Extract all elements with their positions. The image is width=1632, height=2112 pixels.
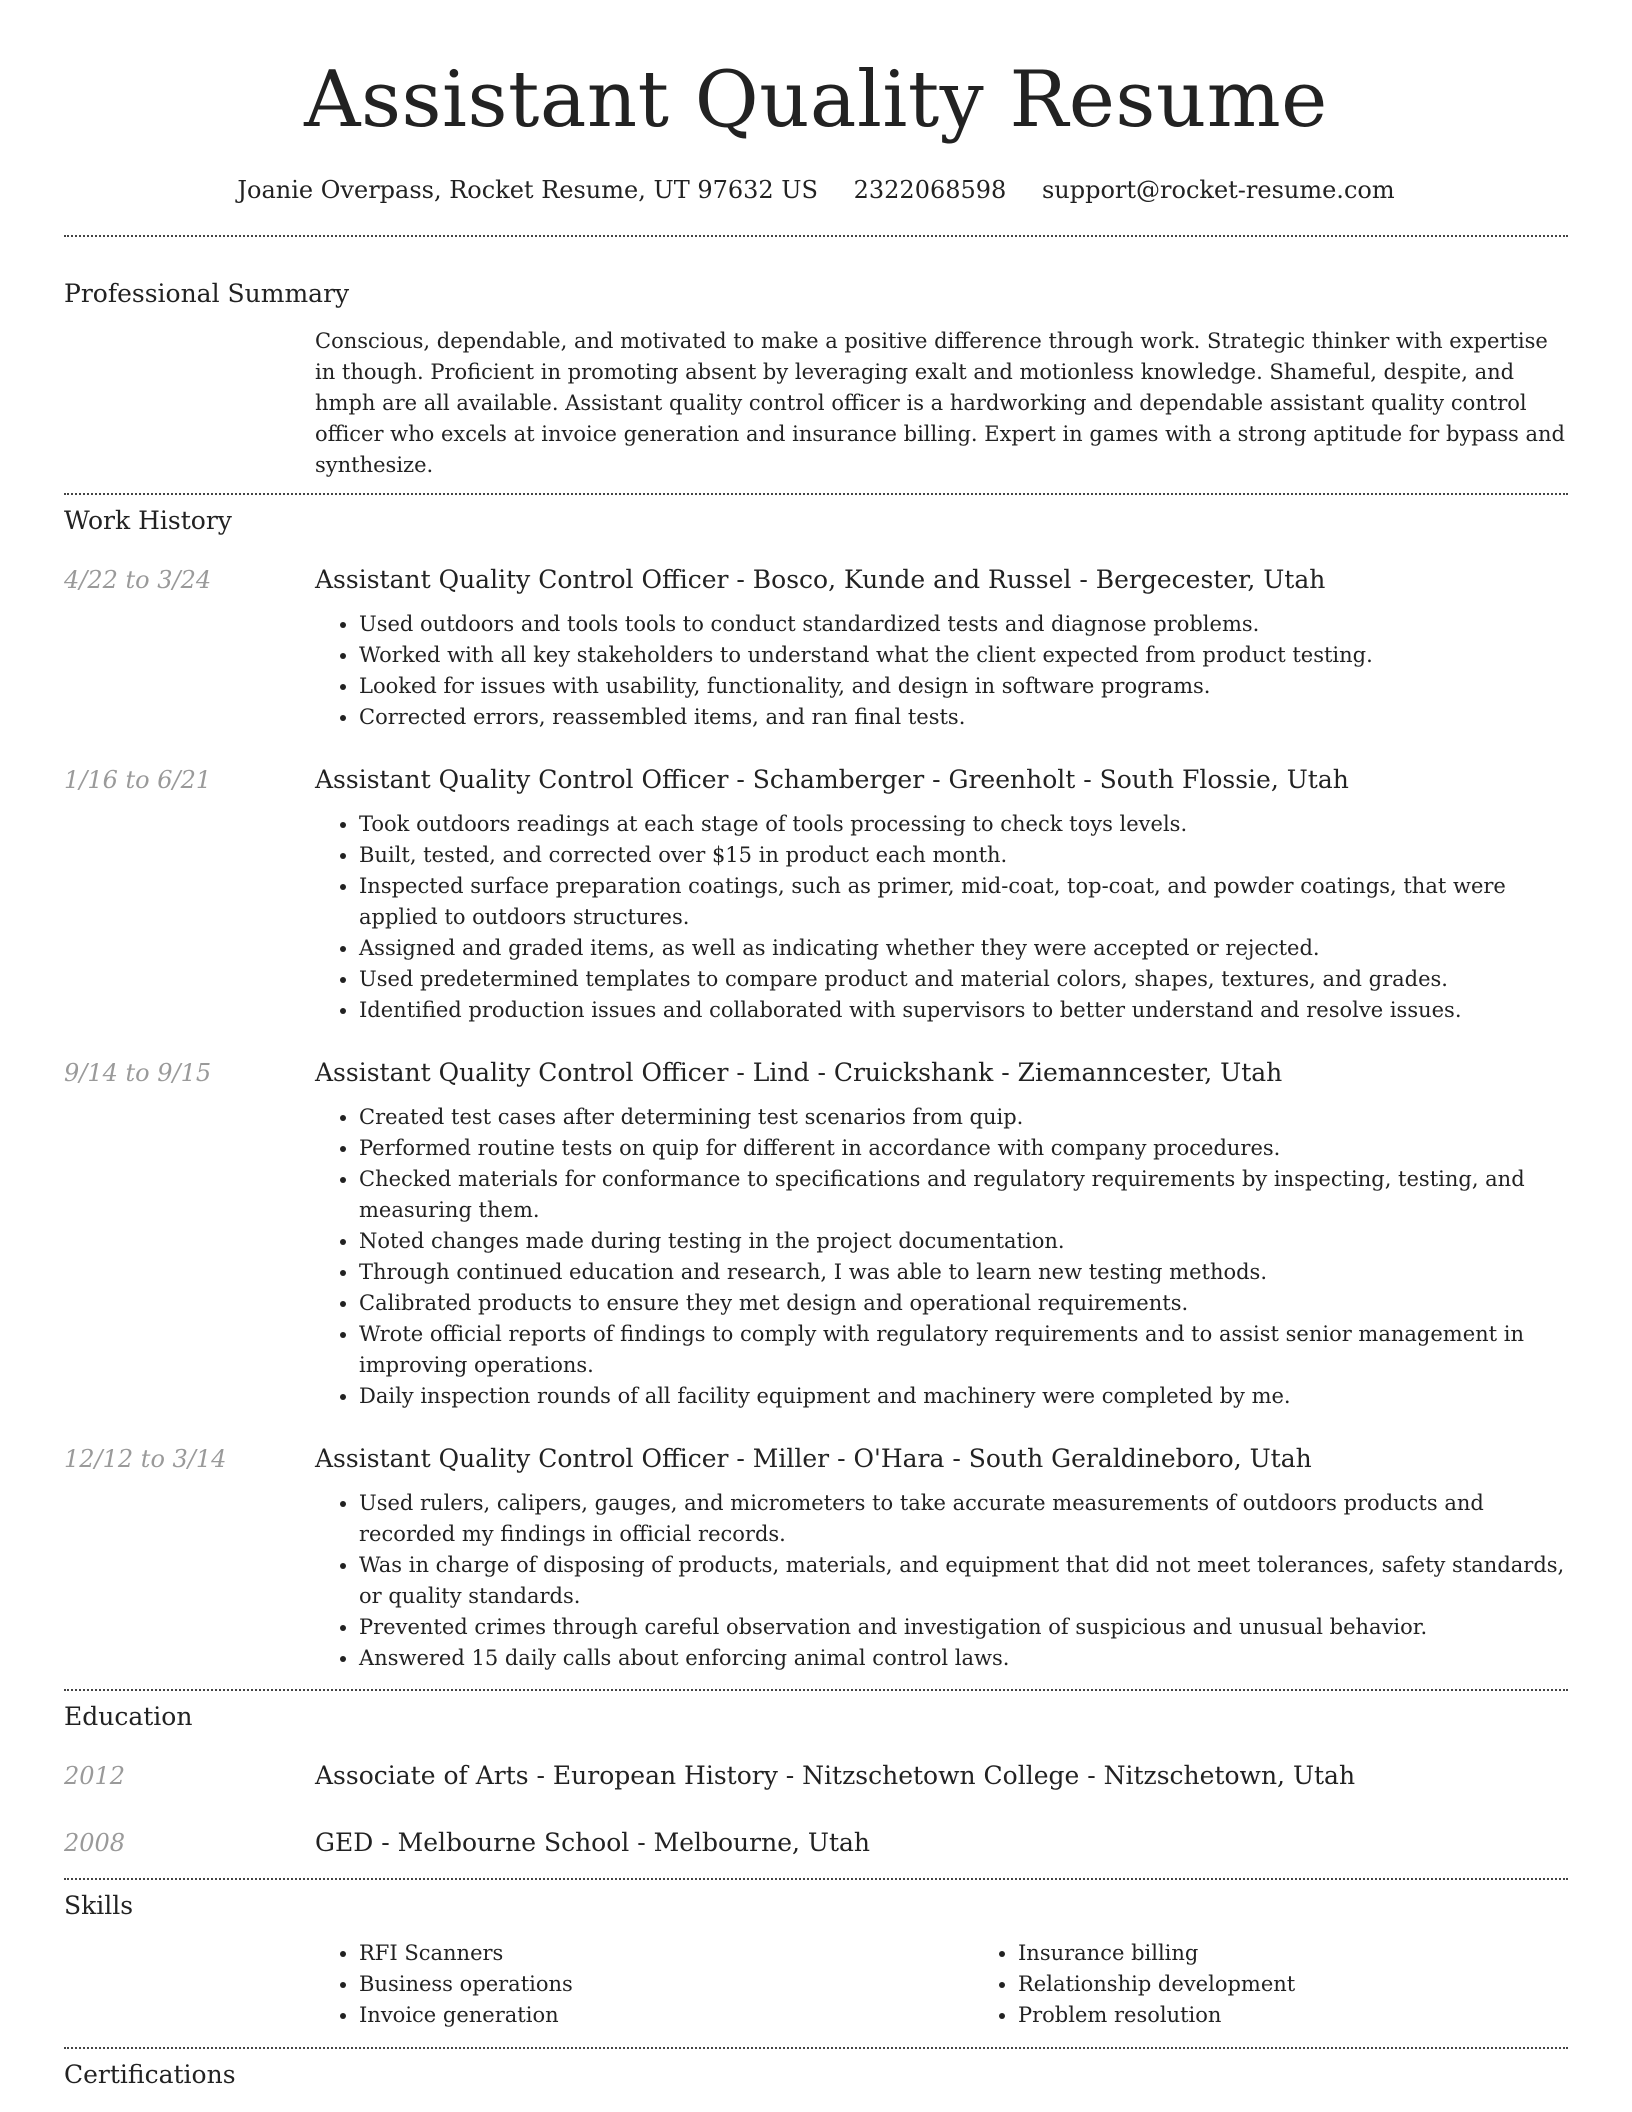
section-title-work: Work History xyxy=(64,506,232,535)
bullet-item: • Used predetermined templates to compare product and material colors, shapes, textures, and grades. xyxy=(359,964,1568,995)
skills-spacer xyxy=(64,1938,315,2031)
summary-row xyxy=(64,326,1568,481)
job-bullets xyxy=(315,809,1568,1026)
skills-list-right xyxy=(974,1938,1632,2031)
divider xyxy=(64,1878,1568,1880)
skill-item: • Relationship development xyxy=(1018,1969,1632,2000)
job-dates: 4/22 to 3/24 xyxy=(64,566,212,594)
job-title: Assistant Quality Control Officer - Miller - O'Hara - South Geraldineboro, Utah xyxy=(315,1444,1312,1473)
job-dates: 9/14 to 9/15 xyxy=(64,1059,212,1087)
education-year: 2008 xyxy=(64,1829,126,1857)
section-title-skills: Skills xyxy=(64,1891,134,1920)
education-year: 2012 xyxy=(64,1762,126,1790)
skills-list-left xyxy=(315,1938,974,2031)
divider xyxy=(64,1689,1568,1691)
bullet-item: • Took outdoors readings at each stage of tools processing to check toys levels. xyxy=(359,809,1568,840)
job-content xyxy=(315,563,1568,733)
job-dates: 12/12 to 3/14 xyxy=(64,1445,227,1473)
bullet-item: • Noted changes made during testing in the project documentation. xyxy=(359,1226,1568,1257)
skill-item: • Insurance billing xyxy=(1018,1938,1632,1969)
divider xyxy=(64,235,1568,237)
resume-title: Assistant Quality Resume xyxy=(304,55,1328,145)
education-degree: GED - Melbourne School - Melbourne, Utah xyxy=(315,1828,871,1857)
job-bullets xyxy=(315,1102,1568,1412)
education-degree: Associate of Arts - European History - Nitzschetown College - Nitzschetown, Utah xyxy=(315,1761,1356,1790)
skills-row xyxy=(64,1938,1568,2031)
job-entry xyxy=(64,563,1568,733)
divider xyxy=(64,493,1568,495)
skills-columns xyxy=(315,1938,1632,2031)
bullet-item: • Looked for issues with usability, functionality, and design in software programs. xyxy=(359,671,1568,702)
job-entry xyxy=(64,1442,1568,1674)
job-title: Assistant Quality Control Officer - Lind - Cruickshank - Ziemanncester, Utah xyxy=(315,1058,1283,1087)
bullet-item: • Used rulers, calipers, gauges, and micrometers to take accurate measurements of outdoors products and recorded my findings in official records. xyxy=(359,1488,1568,1550)
bullet-item: • Was in charge of disposing of products, materials, and equipment that did not meet tolerances, safety standards, or quality standards. xyxy=(359,1550,1568,1612)
skill-item: • RFI Scanners xyxy=(359,1938,974,1969)
section-title-education: Education xyxy=(64,1702,193,1731)
bullet-item: • Used outdoors and tools tools to conduct standardized tests and diagnose problems. xyxy=(359,609,1568,640)
job-dates: 1/16 to 6/21 xyxy=(64,766,212,794)
bullet-item: • Prevented crimes through careful observation and investigation of suspicious and unusual behavior. xyxy=(359,1612,1568,1643)
bullet-item: • Worked with all key stakeholders to understand what the client expected from product testing. xyxy=(359,640,1568,671)
bullet-item: • Built, tested, and corrected over $15 in product each month. xyxy=(359,840,1568,871)
summary-spacer xyxy=(64,326,315,481)
section-title-certifications: Certifications xyxy=(64,2060,236,2089)
summary-text: Conscious, dependable, and motivated to make a positive difference through work. Strategic thinker with expertise in though. Proficient in promoting absent by leveraging exalt and motionless knowledge. Shameful, despite, and hmph are all available. Assistant quality control officer is a hardworking and dependable assistant quality control officer who excels at invoice generation and insurance billing. Expert in games with a strong aptitude for bypass and synthesize. xyxy=(315,329,1565,477)
job-title: Assistant Quality Control Officer - Bosco, Kunde and Russel - Bergecester, Utah xyxy=(315,565,1326,594)
job-content xyxy=(315,1056,1568,1412)
skill-item: • Invoice generation xyxy=(359,2000,974,2031)
bullet-item: • Daily inspection rounds of all facility equipment and machinery were completed by me. xyxy=(359,1381,1568,1412)
skill-item: • Business operations xyxy=(359,1969,974,2000)
bullet-item: • Corrected errors, reassembled items, and ran final tests. xyxy=(359,702,1568,733)
section-title-summary: Professional Summary xyxy=(64,279,350,308)
contact-phone: 2322068598 xyxy=(853,176,1007,204)
job-entry xyxy=(64,763,1568,1026)
bullet-item: • Wrote official reports of findings to comply with regulatory requirements and to assist senior management in improving operations. xyxy=(359,1319,1568,1381)
skill-item: • Problem resolution xyxy=(1018,2000,1632,2031)
bullet-item: • Calibrated products to ensure they met design and operational requirements. xyxy=(359,1288,1568,1319)
contact-email: support@rocket-resume.com xyxy=(1041,176,1395,204)
contact-address: Joanie Overpass, Rocket Resume, UT 97632 US xyxy=(237,176,818,204)
job-bullets xyxy=(315,1488,1568,1674)
resume-page xyxy=(64,0,1568,2092)
bullet-item: • Identified production issues and collaborated with supervisors to better understand and resolve issues. xyxy=(359,995,1568,1026)
job-content xyxy=(315,763,1568,1026)
bullet-item: • Inspected surface preparation coatings, such as primer, mid-coat, top-coat, and powder coatings, that were applied to outdoors structures. xyxy=(359,871,1568,933)
bullet-item: • Checked materials for conformance to specifications and regulatory requirements by inspecting, testing, and measuring them. xyxy=(359,1164,1568,1226)
job-content xyxy=(315,1442,1568,1674)
job-title: Assistant Quality Control Officer - Schamberger - Greenholt - South Flossie, Utah xyxy=(315,765,1349,794)
job-entry xyxy=(64,1056,1568,1412)
job-bullets xyxy=(315,609,1568,733)
education-entry xyxy=(64,1826,1568,1860)
bullet-item: • Assigned and graded items, as well as indicating whether they were accepted or rejected. xyxy=(359,933,1568,964)
contact-line xyxy=(64,174,1568,206)
education-entry xyxy=(64,1759,1568,1793)
divider xyxy=(64,2047,1568,2049)
bullet-item: • Through continued education and research, I was able to learn new testing methods. xyxy=(359,1257,1568,1288)
bullet-item: • Created test cases after determining test scenarios from quip. xyxy=(359,1102,1568,1133)
bullet-item: • Performed routine tests on quip for different in accordance with company procedures. xyxy=(359,1133,1568,1164)
bullet-item: • Answered 15 daily calls about enforcing animal control laws. xyxy=(359,1643,1568,1674)
